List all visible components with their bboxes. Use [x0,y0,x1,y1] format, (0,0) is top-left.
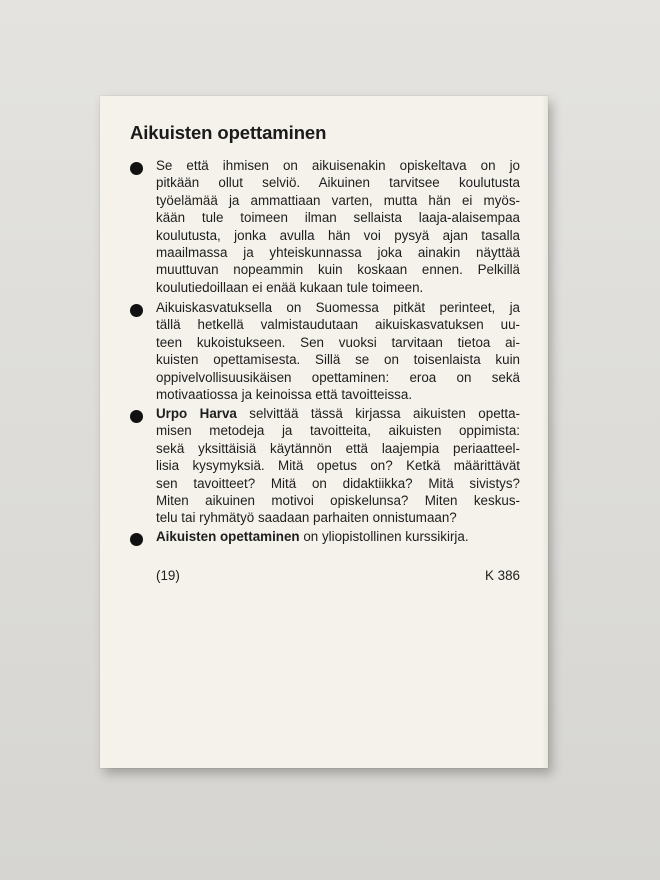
series-number: (19) [156,568,180,583]
paragraph-line: telu tai ryhmätyö saadaan parhaiten onnistumaan? [156,510,457,526]
paragraph-line: kuisten opettamisesta. Sillä se on toisenlaista kuin [156,352,520,368]
paragraph-3 [156,405,520,527]
bullet-dot [130,162,143,175]
paragraph-line: muuttuvan nopeammin kuin koskaan ennen. Pelkillä [156,262,520,278]
paragraph-line: lisia kysymyksiä. Mitä opetus on? Ketkä määrittävät [156,458,520,474]
paragraph-line: koulutiedoillaan ei enää kukaan tule toimeen. [156,279,424,295]
paragraph-line: Aikuiskasvatuksella on Suomessa pitkät perinteet, ja [156,300,520,315]
book-title-inline: Aikuisten opettaminen [156,529,300,544]
paragraph-line: Se että ihmisen on aikuisenakin opiskeltava on jo [156,158,520,173]
paragraph-1 [156,157,520,296]
paragraph-line-lead [156,528,520,545]
cover-title: Aikuisten opettaminen [130,122,327,143]
paragraph-line-text: on yliopistollinen kurssikirja. [299,529,469,544]
book-back-cover [100,96,548,768]
bullet-dot [130,304,143,317]
paragraph-line: Miten aikuinen motivoi opiskelunsa? Miten keskus- [156,493,520,509]
author-name: Urpo Harva [156,406,237,421]
bullet-dot [130,533,143,546]
paragraph-line: teen kukoistukseen. Sen vuoksi tarvitaan tietoa ai- [156,334,520,350]
paragraph-line-text: selvittää tässä kirjassa aikuisten opetta- [236,406,520,421]
paragraph-2 [156,299,520,403]
paragraph-line: maailmassa ja yhteiskunnassa joka ainakin näyttää [156,245,520,261]
paragraph-line: sen tavoitteet? Mitä on didaktiikka? Mitä sivistys? [156,475,520,491]
paragraph-4 [156,528,520,545]
paragraph-line: misen metodeja ja tavoitteita, aikuisten oppimista: [156,423,520,439]
paragraph-line-lead [156,405,520,422]
paragraph-line: tällä hetkellä valmistaudutaan aikuiskasvatuksen uu- [156,317,520,333]
catalog-code: K 386 [485,568,520,583]
paragraph-line: työelämää ja ammattiaan varten, mutta hän ei myös- [156,192,520,208]
paragraph-line: kään tule toimeen ilman sellaista laaja-alaisempaa [156,210,520,226]
paragraph-line: sekä yksittäisiä käytännön että laajempia periaatteel- [156,440,520,456]
paragraph-line: oppivelvollisuusikäisen opettaminen: eroa on sekä [156,369,520,385]
paragraph-line: pitkään ollut selviö. Aikuinen tarvitsee koulutusta [156,175,520,191]
bullet-dot [130,410,143,423]
paragraph-line: koulutusta, jonka avulla hän voi pysyä ajan tasalla [156,227,520,243]
paragraph-line: motivaatiossa ja keinoissa että tavoitteissa. [156,387,413,403]
